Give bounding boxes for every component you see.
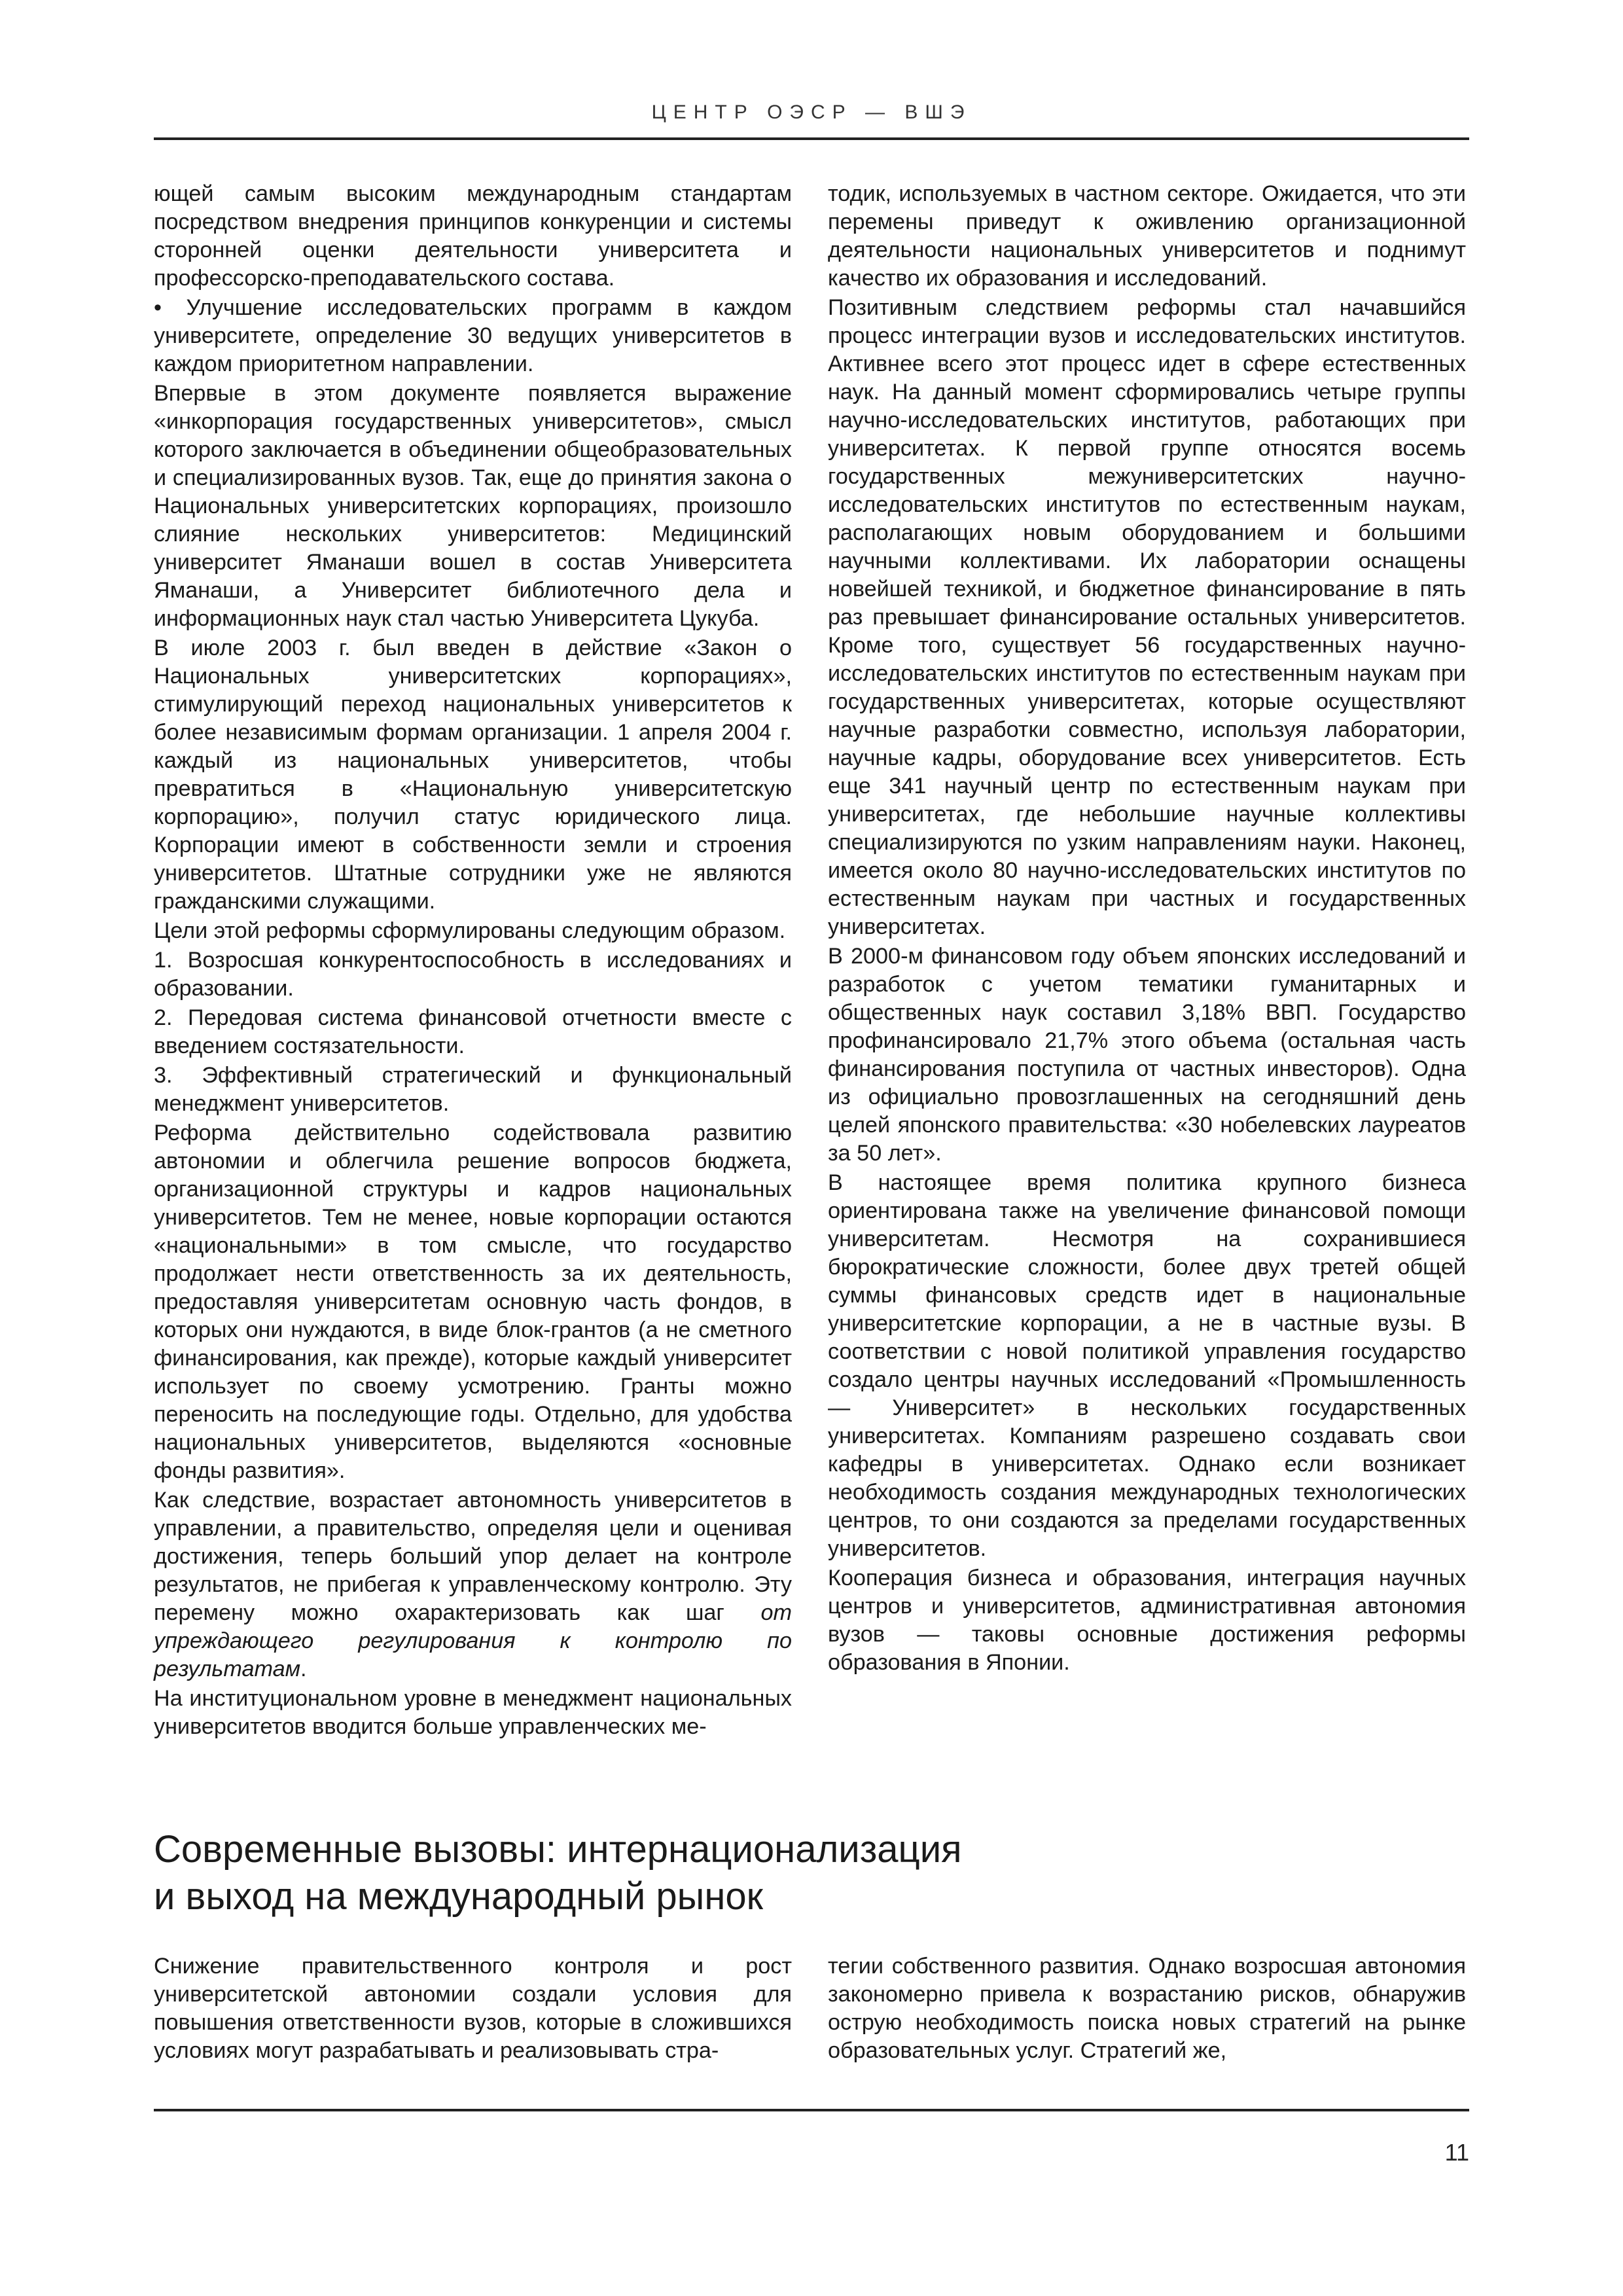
header-rule (154, 137, 1469, 140)
italic-phrase: от упреждающего регулирования к контролю по результатам (154, 1600, 792, 1681)
paragraph: Цели этой реформы сформулированы следующим образом. (154, 918, 786, 943)
section-heading-line1: Современные вызовы: интернационализация (154, 1828, 962, 1871)
paragraph: ющей самым высоким международным стандартам посредством внедрения принципов конкуренции и системы сторонней оценки деятельности университета и профессорско-преподавательского состава. (154, 181, 792, 291)
footer-rule (154, 2109, 1469, 2111)
paragraph: тодик, используемых в частном секторе. Ожидается, что эти перемены приведут к оживлению организационной деятельности национальных университетов и поднимут качество их образования и исследований. (828, 181, 1466, 291)
section-right-column (828, 1952, 1466, 2065)
right-column (828, 180, 1466, 1677)
paragraph: Реформа действительно содействовала развитию автономии и облегчила решение вопросов бюджета, организационной структуры и кадров национальных университетов. Тем не менее, новые корпорации остаются «национальными» в том смысле, что государство продолжает нести ответственность за их деятельность, предоставляя университетам основную часть фондов, в которых они нуждаются, в виде блок-грантов (а не сметного финансирования, как прежде), которые каждый университет использует по своему усмотрению. Гранты можно переносить на последующие годы. Отдельно, для удобства национальных университетов, выделяются «основные фонды развития». (154, 1121, 792, 1483)
paragraph-end: . (300, 1657, 307, 1681)
paragraph-text: Как следствие, возрастает автономность университетов в управлении, а правительство, определяя цели и оценивая достижения, теперь больший упор делает на контроле результатов, не прибегая к управленческому контролю. Эту перемену можно охарактеризовать как шаг (154, 1488, 792, 1625)
list-item: 1. Возросшая конкурентоспособность в исследованиях и образовании. (154, 948, 792, 1001)
section-heading-line2: и выход на международный рынок (154, 1875, 764, 1918)
section-left-column (154, 1952, 792, 2065)
paragraph: В июле 2003 г. был введен в действие «Закон о Национальных университетских корпорациях», стимулирующий переход национальных университетов к более независимым формам организации. 1 апреля 2004 г. каждый из национальных университетов, чтобы превратиться в «Национальную университетскую корпорацию», получил статус юридического лица. Корпорации имеют в собственности земли и строения университетов. Штатные сотрудники уже не являются гражданскими служащими. (154, 636, 792, 914)
bullet-item: • Улучшение исследовательских программ в каждом университете, определение 30 ведущих университетов в каждом приоритетном направлении. (154, 295, 792, 376)
paragraph: тегии собственного развития. Однако возросшая автономия закономерно привела к возрастанию рисков, обнаружив острую необходимость поиска новых стратегий на рынке образовательных услуг. Стратегий же, (828, 1954, 1466, 2063)
list-item: 2. Передовая система финансовой отчетности вместе с введением состязательности. (154, 1005, 792, 1058)
paragraph: Позитивным следствием реформы стал начавшийся процесс интеграции вузов и исследовательских институтов. Активнее всего этот процесс идет в сфере естественных наук. На данный момент сформировались четыре группы научно-исследовательских институтов, работающих при университетах. К первой группе относятся восемь государственных межуниверситетских научно-исследовательских институтов по естественным наукам, располагающих новым оборудованием и большими научными коллективами. Их лаборатории оснащены новейшей техникой, и бюджетное финансирование в пять раз превышает финансирование остальных университетов. Кроме того, существует 56 государственных научно-исследовательских институтов по естественным наукам при государственных университетах, которые осуществляют научные разработки совместно, используя лаборатории, научные кадры, оборудование всех университетов. Есть еще 341 научный центр по естественным наукам при университетах, где небольшие научные коллективы специализируются по узким направлениям науки. Наконец, имеется около 80 научно-исследовательских институтов по естественным наукам при частных и государственных университетах. (828, 295, 1466, 939)
page-number: 11 (1444, 2139, 1469, 2166)
paragraph: Кооперация бизнеса и образования, интеграция научных центров и университетов, административная автономия вузов — таковы основные достижения реформы образования в Японии. (828, 1566, 1466, 1675)
paragraph: На институциональном уровне в менеджмент национальных университетов вводится больше управленческих ме- (154, 1686, 792, 1739)
left-column (154, 180, 792, 1741)
paragraph: В настоящее время политика крупного бизнеса ориентирована также на увеличение финансовой помощи университетам. Несмотря на сохранившиеся бюрократические сложности, более двух третей общей суммы финансовых средств идет в национальные университетские корпорации, а не в частные вузы. В соответствии с новой политикой управления государство создало центры научных исследований «Промышленность — Университет» в нескольких государственных университетах. Компаниям разрешено создавать свои кафедры в университетах. Однако если возникает необходимость создания международных технологических центров, то они создаются за пределами государственных университетов. (828, 1170, 1466, 1561)
paragraph (154, 1486, 792, 1683)
section-heading (154, 1826, 1469, 1920)
paragraph: В 2000-м финансовом году объем японских исследований и разработок с учетом тематики гуманитарных и общественных наук составил 3,18% ВВП. Государство профинансировало 21,7% этого объема (остальная часть финансирования поступила от частных инвесторов). Одна из официально провозглашенных на сегодняшний день целей японского правительства: «30 нобелевских лауреатов за 50 лет». (828, 944, 1466, 1166)
list-item: 3. Эффективный стратегический и функциональный менеджмент университетов. (154, 1063, 792, 1116)
paragraph: Снижение правительственного контроля и рост университетской автономии создали условия для повышения ответственности вузов, которые в сложившихся условиях могут разрабатывать и реализовывать стра- (154, 1954, 792, 2063)
paragraph: Впервые в этом документе появляется выражение «инкорпорация государственных университетов», смысл которого заключается в объединении общеобразовательных и специализированных вузов. Так, еще до принятия закона о Национальных университетских корпорациях, произошло слияние нескольких университетов: Медицинский университет Яманаши вошел в состав Университета Яманаши, а Университет библиотечного дела и информационных наук стал частью Университета Цукуба. (154, 381, 792, 631)
running-header: ЦЕНТР ОЭСР — ВШЭ (651, 101, 972, 123)
